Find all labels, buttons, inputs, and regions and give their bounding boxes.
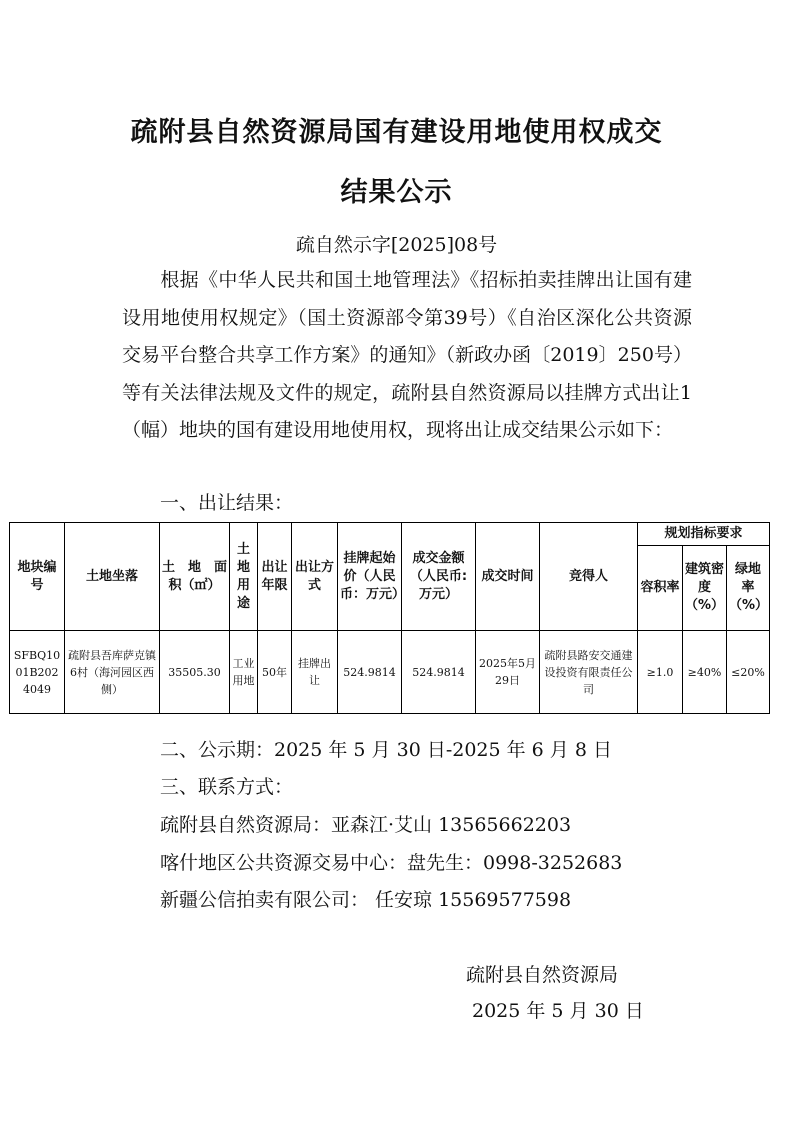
intro-text: 根据《中华人民共和国土地管理法》《招标拍卖挂牌出让国有建设用地使用权规定》（国土资源部令第39号）《自治区深化公共资源交易平台整合共享工作方案》的通知》（新政办函〔2019〕250号）等有关法律法规及文件的规定，疏附县自然资源局以挂牌方式出让1（幅）地块的国有建设用地使用权，现将出让成交结果公示如下： [122, 269, 692, 441]
cell-deal-time: 2025年5月29日 [476, 631, 540, 714]
result-table [9, 522, 770, 714]
document-number: 疏自然示字[2025]08号 [295, 234, 498, 256]
cell-term: 50年 [258, 631, 292, 714]
cell-far: ≥1.0 [638, 631, 683, 714]
signature-organization: 疏附县自然资源局 [466, 964, 619, 986]
header-deal-time: 成交时间 [476, 523, 540, 631]
section-1-heading: 一、出让结果： [160, 492, 294, 514]
header-method: 出让方式 [292, 523, 338, 631]
header-winner: 竞得人 [540, 523, 638, 631]
header-far: 容积率 [638, 546, 683, 631]
header-term: 出让年限 [258, 523, 292, 631]
cell-method: 挂牌出让 [292, 631, 338, 714]
header-area: 土 地 面 积（㎡） [160, 523, 230, 631]
signature-date: 2025 年 5 月 30 日 [472, 1000, 644, 1022]
cell-deal-amount: 524.9814 [402, 631, 476, 714]
header-start-price: 挂牌起始价（人民币：万元） [338, 523, 402, 631]
cell-use: 工业用地 [230, 631, 258, 714]
cell-area: 35505.30 [160, 631, 230, 714]
section-3-heading: 三、联系方式： [160, 776, 294, 798]
contact-line-3: 新疆公信拍卖有限公司： 任安琼 15569577598 [160, 889, 572, 911]
page-title-line-2: 结果公示 [340, 177, 453, 208]
header-deal-amount: 成交金额（人民币:万元） [402, 523, 476, 631]
section-2-publicity-period: 二、公示期：2025 年 5 月 30 日-2025 年 6 月 8 日 [160, 739, 612, 761]
cell-start-price: 524.9814 [338, 631, 402, 714]
cell-location: 疏附县吾库萨克镇6村（海河园区西侧） [65, 631, 160, 714]
header-green: 绿地率（%） [727, 546, 770, 631]
cell-green: ≤20% [727, 631, 770, 714]
header-use: 土地用途 [230, 523, 258, 631]
table-row [10, 631, 770, 714]
header-location: 土地坐落 [65, 523, 160, 631]
header-density: 建筑密度（%） [683, 546, 727, 631]
contact-line-2: 喀什地区公共资源交易中心：盘先生：0998-3252683 [160, 852, 623, 874]
cell-parcel-no: SFBQ1001B2024049 [10, 631, 65, 714]
page-title-line-1: 疏附县自然资源局国有建设用地使用权成交 [130, 117, 663, 148]
intro-paragraph [122, 262, 692, 450]
contact-line-1: 疏附县自然资源局：亚森江·艾山 13565662203 [160, 814, 572, 836]
header-planning: 规划指标要求 [638, 523, 770, 546]
cell-winner: 疏附县路安交通建设投资有限责任公司 [540, 631, 638, 714]
header-parcel-no: 地块编号 [10, 523, 65, 631]
cell-density: ≥40% [683, 631, 727, 714]
